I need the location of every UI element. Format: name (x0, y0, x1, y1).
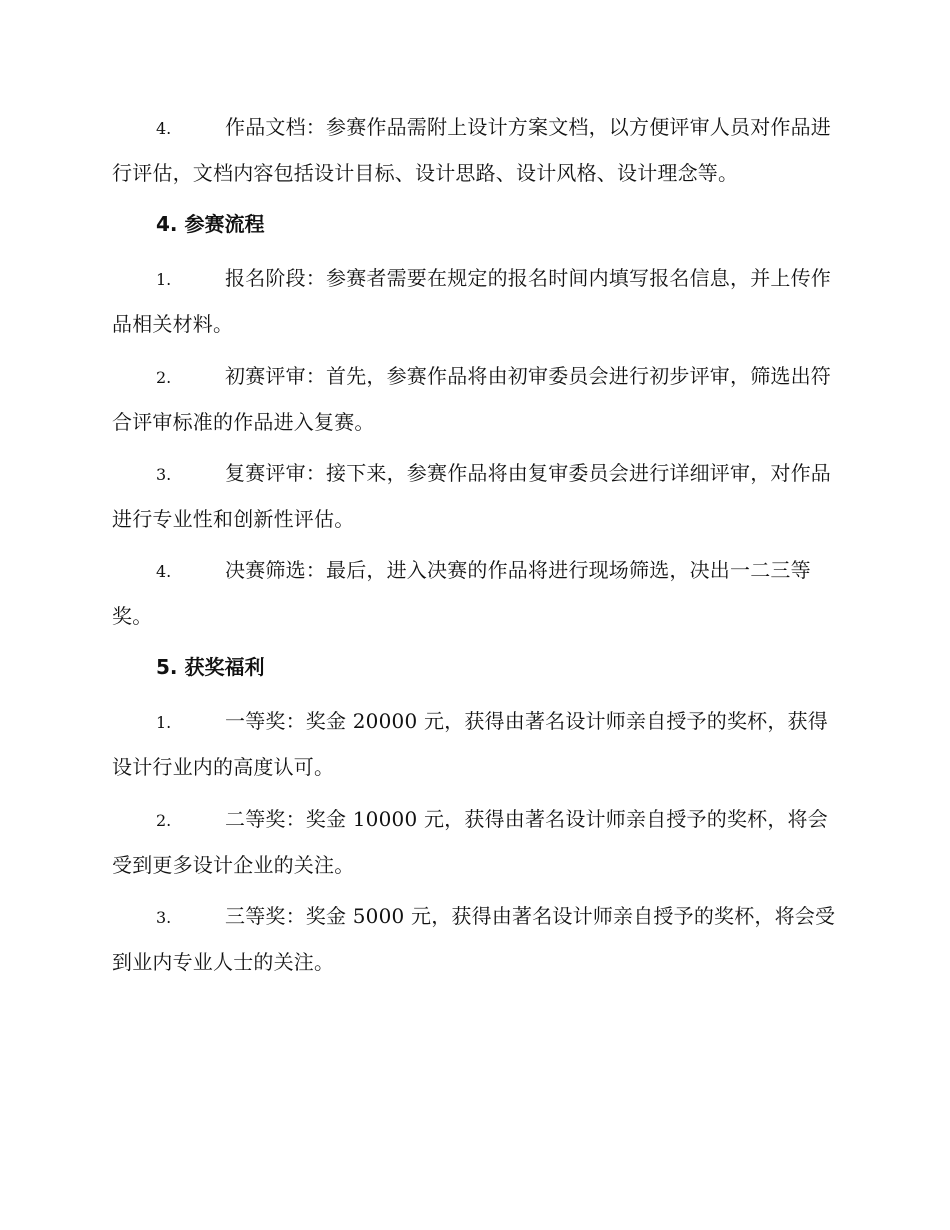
list-number: 2. (156, 368, 172, 387)
list-item-third-prize (112, 894, 837, 984)
list-item-semifinal (112, 451, 837, 541)
list-item-registration (112, 256, 837, 346)
list-text: 一等奖：奖金 20000 元，获得由著名设计师亲自授予的奖杯，获得设计行业内的高度认可。 (112, 709, 828, 779)
list-number: 4. (156, 119, 172, 138)
list-number: 1. (156, 270, 172, 289)
list-text: 决赛筛选：最后，进入决赛的作品将进行现场筛选，决出一二三等奖。 (112, 558, 811, 628)
list-text: 二等奖：奖金 10000 元，获得由著名设计师亲自授予的奖杯，将会受到更多设计企业的关注。 (112, 807, 828, 877)
list-text: 报名阶段：参赛者需要在规定的报名时间内填写报名信息，并上传作品相关材料。 (112, 266, 831, 336)
list-number: 3. (156, 465, 172, 484)
list-text: 作品文档：参赛作品需附上设计方案文档，以方便评审人员对作品进行评估，文档内容包括设计目标、设计思路、设计风格、设计理念等。 (112, 115, 831, 185)
list-item-document-requirement (112, 105, 837, 195)
list-text: 复赛评审：接下来，参赛作品将由复审委员会进行详细评审，对作品进行专业性和创新性评估。 (112, 461, 831, 531)
list-item-preliminary (112, 354, 837, 444)
list-item-first-prize (112, 699, 837, 789)
list-number: 1. (156, 713, 172, 732)
list-text: 三等奖：奖金 5000 元，获得由著名设计师亲自授予的奖杯，将会受到业内专业人士的关注。 (112, 904, 836, 974)
list-number: 3. (156, 908, 172, 927)
list-number: 2. (156, 811, 172, 830)
list-number: 4. (156, 562, 172, 581)
section-heading-process: 4. 参赛流程 (156, 212, 265, 236)
list-item-final (112, 548, 837, 638)
list-text: 初赛评审：首先，参赛作品将由初审委员会进行初步评审，筛选出符合评审标准的作品进入复赛。 (112, 364, 831, 434)
list-item-second-prize (112, 797, 837, 887)
section-heading-awards: 5. 获奖福利 (156, 655, 265, 679)
